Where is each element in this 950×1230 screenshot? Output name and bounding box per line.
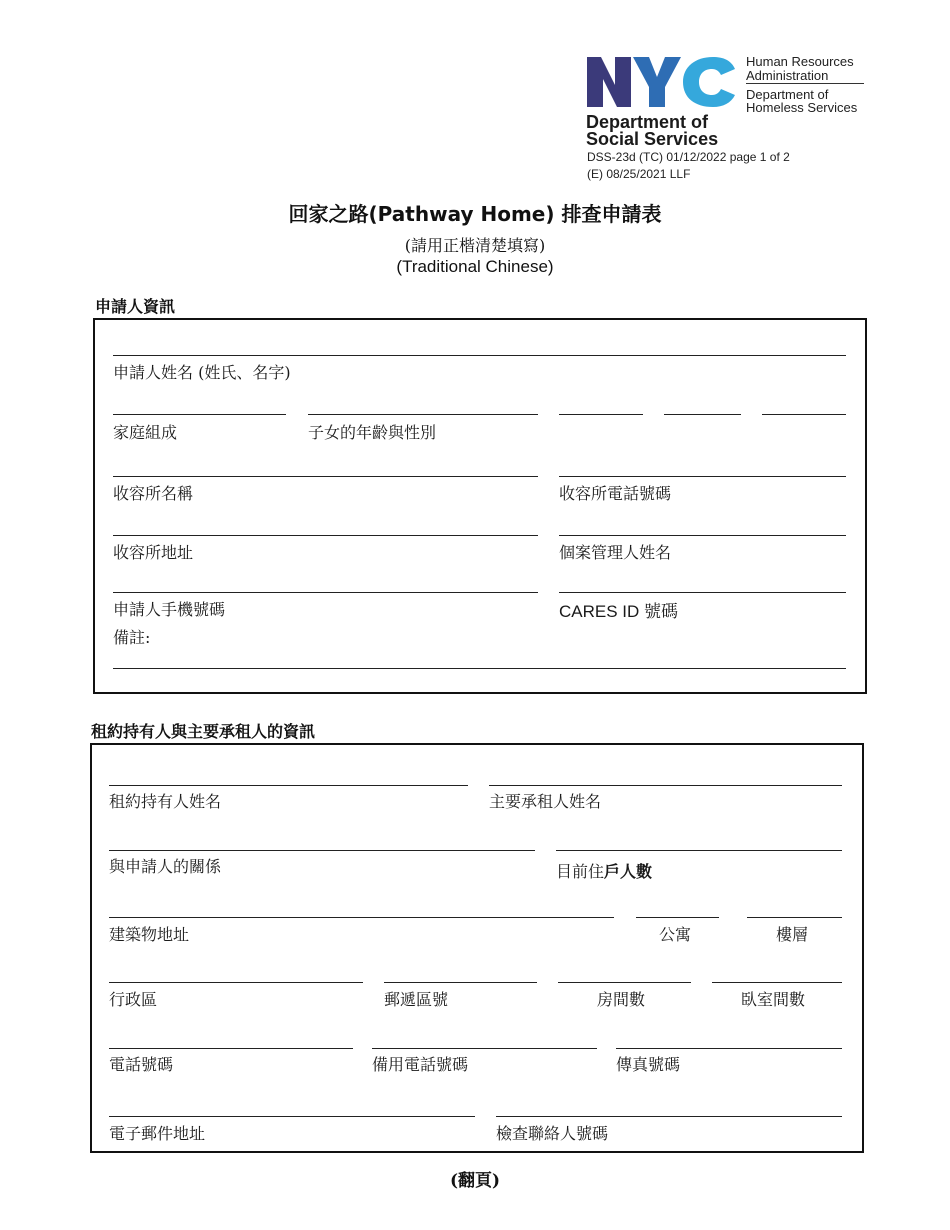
household-field[interactable] — [113, 414, 286, 415]
floor-field[interactable] — [747, 917, 842, 918]
alt-phone-label: 備用電話號碼 — [372, 1055, 469, 1074]
form-date: (E) 08/25/2021 LLF — [587, 167, 691, 181]
instruction-text: (請用正楷清楚填寫) — [404, 236, 546, 255]
rooms-field[interactable] — [558, 982, 691, 983]
applicant-name-field[interactable] — [113, 355, 846, 356]
leaseholder-section-heading: 租約持有人與主要承租人的資訊 — [91, 722, 316, 741]
children-field-1[interactable] — [308, 414, 538, 415]
fax-label: 傳真號碼 — [616, 1055, 681, 1074]
alt-phone-field[interactable] — [372, 1048, 597, 1049]
inspection-contact-field[interactable] — [496, 1116, 842, 1117]
email-field[interactable] — [109, 1116, 475, 1117]
dss-title — [586, 114, 718, 148]
agency-dhs-line1: Department of — [746, 87, 829, 102]
language-label: (Traditional Chinese) — [396, 257, 554, 276]
nyc-logo-y — [633, 57, 681, 107]
case-manager-field[interactable] — [559, 535, 846, 536]
bedrooms-label: 臥室間數 — [741, 990, 806, 1009]
leaseholder-name-label: 租約持有人姓名 — [109, 792, 222, 811]
dss-title-line1: Department of — [586, 112, 709, 132]
household-count-label — [556, 859, 652, 882]
children-field-3[interactable] — [664, 414, 741, 415]
cell-phone-label: 申請人手機號碼 — [113, 600, 226, 619]
applicant-name-label: 申請人姓名 (姓氏、名字) — [113, 363, 291, 382]
case-manager-label: 個案管理人姓名 — [559, 543, 672, 562]
household-label: 家庭組成 — [113, 423, 178, 442]
relationship-field[interactable] — [109, 850, 535, 851]
borough-field[interactable] — [109, 982, 363, 983]
email-label: 電子郵件地址 — [109, 1124, 206, 1143]
zip-field[interactable] — [384, 982, 537, 983]
primary-tenant-label: 主要承租人姓名 — [489, 792, 602, 811]
bedrooms-field[interactable] — [712, 982, 842, 983]
cell-phone-field[interactable] — [113, 592, 538, 593]
children-label: 子女的年齡與性別 — [308, 423, 437, 442]
relationship-label: 與申請人的關係 — [109, 857, 222, 876]
shelter-address-label: 收容所地址 — [113, 543, 194, 562]
notes-field[interactable] — [113, 668, 846, 669]
nyc-logo-c — [683, 57, 735, 107]
fax-field[interactable] — [616, 1048, 842, 1049]
children-field-4[interactable] — [762, 414, 846, 415]
shelter-phone-field[interactable] — [559, 476, 846, 477]
inspection-contact-label: 檢查聯絡人號碼 — [496, 1124, 609, 1143]
notes-label: 備註: — [113, 628, 151, 647]
dss-title-line2: Social Services — [586, 129, 719, 149]
phone-label: 電話號碼 — [109, 1055, 174, 1074]
leaseholder-name-field[interactable] — [109, 785, 468, 786]
shelter-phone-label: 收容所電話號碼 — [559, 484, 672, 503]
applicant-section-heading: 申請人資訊 — [95, 297, 176, 316]
children-field-2[interactable] — [559, 414, 643, 415]
shelter-name-label: 收容所名稱 — [113, 484, 194, 503]
primary-tenant-field[interactable] — [489, 785, 842, 786]
borough-label: 行政區 — [109, 990, 158, 1009]
zip-label: 郵遞區號 — [384, 990, 449, 1009]
cares-id-label: CARES ID 號碼 — [559, 602, 679, 621]
form-id: DSS-23d (TC) 01/12/2022 page 1 of 2 — [587, 150, 790, 164]
nyc-logo — [585, 55, 740, 111]
building-address-field[interactable] — [109, 917, 614, 918]
agency-divider — [746, 83, 864, 84]
shelter-name-field[interactable] — [113, 476, 538, 477]
building-address-label: 建築物地址 — [109, 925, 190, 944]
phone-field[interactable] — [109, 1048, 353, 1049]
agency-dhs-line2: Homeless Services — [746, 100, 858, 115]
nyc-logo-n — [587, 57, 631, 107]
agency-hra-line1: Human Resources — [746, 54, 854, 69]
apartment-label: 公寓 — [659, 925, 692, 944]
household-count-suffix: 戶人數 — [604, 862, 653, 881]
turn-page-note: (翻頁) — [449, 1171, 501, 1191]
page-title: 回家之路(Pathway Home) 排查申請表 — [288, 202, 662, 226]
floor-label: 樓層 — [776, 925, 809, 944]
apartment-field[interactable] — [636, 917, 719, 918]
cares-id-field[interactable] — [559, 592, 846, 593]
household-count-field[interactable] — [556, 850, 842, 851]
household-count-prefix: 目前住 — [556, 862, 605, 881]
agency-hra-line2: Administration — [746, 68, 829, 83]
shelter-address-field[interactable] — [113, 535, 538, 536]
rooms-label: 房間數 — [597, 990, 646, 1009]
